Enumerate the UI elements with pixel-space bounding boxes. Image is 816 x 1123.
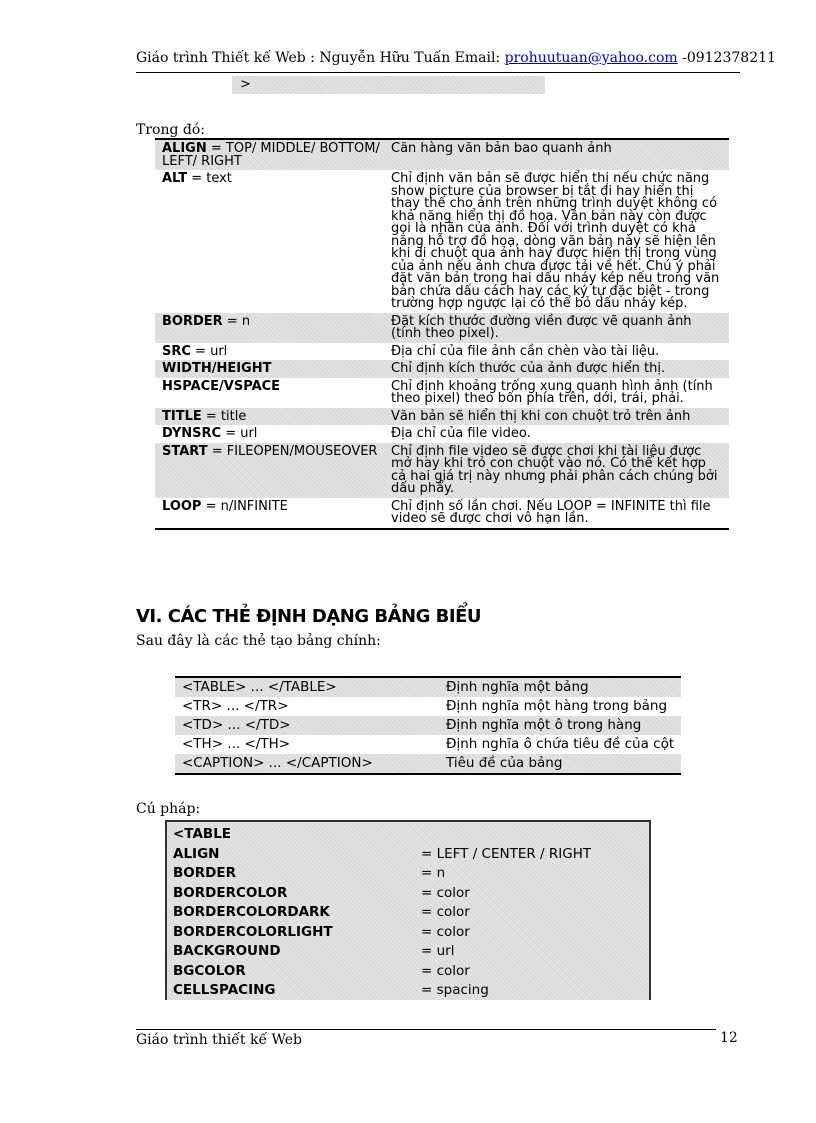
page-header [136, 50, 776, 73]
attr-desc-cell: Văn bản sẽ hiển thị khi con chuột trỏ trên ảnh [384, 408, 729, 426]
syntax-value: = color [421, 962, 470, 979]
tag-cell: <TD> ... </TD> [175, 716, 439, 735]
table-row [175, 735, 681, 754]
img-attributes-table [155, 138, 729, 530]
attr-name-cell: BORDER = n [155, 313, 384, 343]
table-tags-table [175, 676, 681, 775]
attr-name-cell: SRC = url [162, 343, 228, 359]
attr-desc-cell: Căn hàng văn bản bao quanh ảnh [384, 139, 729, 170]
attr-desc-cell: Địa chỉ của file video. [391, 426, 531, 441]
tag-desc-cell: Định nghĩa ô chứa tiêu đề của cột [446, 736, 675, 752]
attr-name-cell: LOOP = n/INFINITE [155, 498, 384, 529]
attr-desc-cell: Đặt kích thước đường viền được vẽ quanh ảnh (tính theo pixel). [384, 313, 729, 343]
attr-name-cell: WIDTH/HEIGHT [155, 360, 384, 378]
syntax-open-tag: <TABLE [173, 826, 232, 842]
syntax-value: = color [421, 904, 470, 920]
syntax-attr: BORDERCOLOR [173, 884, 288, 901]
attr-desc-cell: Chỉ định kích thước của ảnh được hiển thị. [384, 360, 729, 378]
table-row [155, 360, 729, 378]
attr-name-cell: ALT = text [162, 171, 232, 186]
table-row [175, 754, 681, 774]
table-row [155, 139, 729, 170]
attr-desc-cell: Địa chỉ của file ảnh cần chèn vào tài liệu. [391, 343, 660, 359]
header-text: Giáo trình Thiết kế Web : Nguyễn Hữu Tuấn Email: [136, 50, 505, 66]
syntax-attr: CELLSPACING [173, 982, 276, 998]
footer-title: Giáo trình thiết kế Web [136, 1032, 303, 1048]
table-row [167, 884, 649, 904]
attr-name-cell: HSPACE/VSPACE [162, 378, 281, 394]
table-row [155, 313, 729, 343]
table-row [155, 343, 729, 361]
table-row [167, 845, 649, 865]
table-row [155, 378, 729, 408]
table-row [167, 864, 649, 884]
syntax-value: = n [421, 865, 446, 881]
syntax-value: = LEFT / CENTER / RIGHT [421, 845, 592, 862]
table-row [175, 697, 681, 716]
tag-desc-cell: Định nghĩa một bảng [439, 677, 681, 697]
syntax-attr: ALIGN [173, 845, 220, 862]
tag-cell: <TABLE> ... </TABLE> [175, 677, 439, 697]
page-number: 12 [720, 1030, 738, 1046]
email-link[interactable]: prohuutuan@yahoo.com [504, 50, 678, 66]
syntax-attr: BACKGROUND [173, 943, 281, 959]
syntax-table [167, 825, 649, 1001]
section-intro: Sau đây là các thẻ tạo bảng chính: [136, 633, 381, 649]
syntax-attr: BORDERCOLORDARK [173, 904, 330, 920]
syntax-value: = spacing [421, 982, 489, 998]
table-row [155, 425, 729, 443]
tag-desc-cell: Định nghĩa một hàng trong bảng [446, 698, 668, 714]
tag-desc-cell: Tiêu đề của bảng [439, 754, 681, 774]
syntax-code-box [165, 820, 651, 1000]
table-row [167, 981, 649, 1001]
attr-desc-cell: Chỉ định số lần chơi. Nếu LOOP = INFINITE thì file video sẽ được chơi vô hạn lần. [384, 498, 729, 529]
table-row [167, 923, 649, 943]
tag-cell: <TR> ... </TR> [182, 698, 289, 714]
section-title: VI. CÁC THẺ ĐỊNH DẠNG BẢNG BIỂU [136, 606, 481, 627]
syntax-value: = color [421, 923, 470, 940]
table-row [155, 498, 729, 529]
code-fragment: > [232, 76, 545, 94]
table-row [175, 677, 681, 697]
table-row [167, 825, 649, 845]
table-row [155, 408, 729, 426]
attr-name-cell: START = FILEOPEN/MOUSEOVER [155, 443, 384, 498]
header-phone: -0912378211 [677, 50, 776, 66]
table-row [155, 443, 729, 498]
syntax-label: Cú pháp: [136, 801, 201, 817]
tag-desc-cell: Định nghĩa một ô trong hàng [439, 716, 681, 735]
syntax-attr: BORDERCOLORLIGHT [173, 923, 333, 940]
attr-name-cell: TITLE = title [155, 408, 384, 426]
tag-cell: <TH> ... </TH> [182, 736, 291, 752]
table-row [155, 170, 729, 313]
syntax-attr: BORDER [173, 865, 236, 881]
attr-name-cell: ALIGN = TOP/ MIDDLE/ BOTTOM/ LEFT/ RIGHT [155, 139, 384, 170]
tag-cell: <CAPTION> ... </CAPTION> [175, 754, 439, 774]
attr-desc-cell: Chỉ định văn bản sẽ được hiển thị nếu chức năng show picture của browser bị tắt đi hay hiển thị thay thế cho ảnh trên những trình duyệt không có khả năng hiển thị đồ hoạ. Văn bản này còn được gọi là nhãn của ảnh. Đối với trình duyệt có khả năng hỗ trợ đồ hoạ, dòng văn bản này sẽ hiện lên khi di chuột qua ảnh hay được hiển thị trong vùng của ảnh nếu ảnh chưa được tải về hết. Chú ý phải đặt văn bản trong hai dấu nháy kép nếu trong văn bản chứa dấu cách hay các ký tự đặc biệt - trong trường hợp ngược lại có thể bỏ dấu nháy kép. [391, 171, 720, 311]
syntax-attr: BGCOLOR [173, 962, 246, 979]
attr-desc-cell: Chỉ định khoảng trống xung quanh hình ảnh (tính theo pixel) theo bốn phía trên, dới, trái, phải. [391, 378, 713, 406]
syntax-value: = url [421, 943, 455, 959]
table-row [167, 903, 649, 923]
footer-divider [136, 1029, 716, 1030]
syntax-value: = color [421, 884, 470, 901]
table-row [167, 942, 649, 962]
attr-desc-cell: Chỉ định file video sẽ được chơi khi tài liệu được mở hay khi trỏ con chuột vào nó. Có thể kết hợp cả hai giá trị này nhưng phải phân cách chúng bởi dấu phẩy. [384, 443, 729, 498]
intro-label: Trong đó: [136, 122, 205, 138]
table-row [167, 962, 649, 982]
attr-name-cell: DYNSRC = url [162, 426, 258, 441]
table-row [175, 716, 681, 735]
